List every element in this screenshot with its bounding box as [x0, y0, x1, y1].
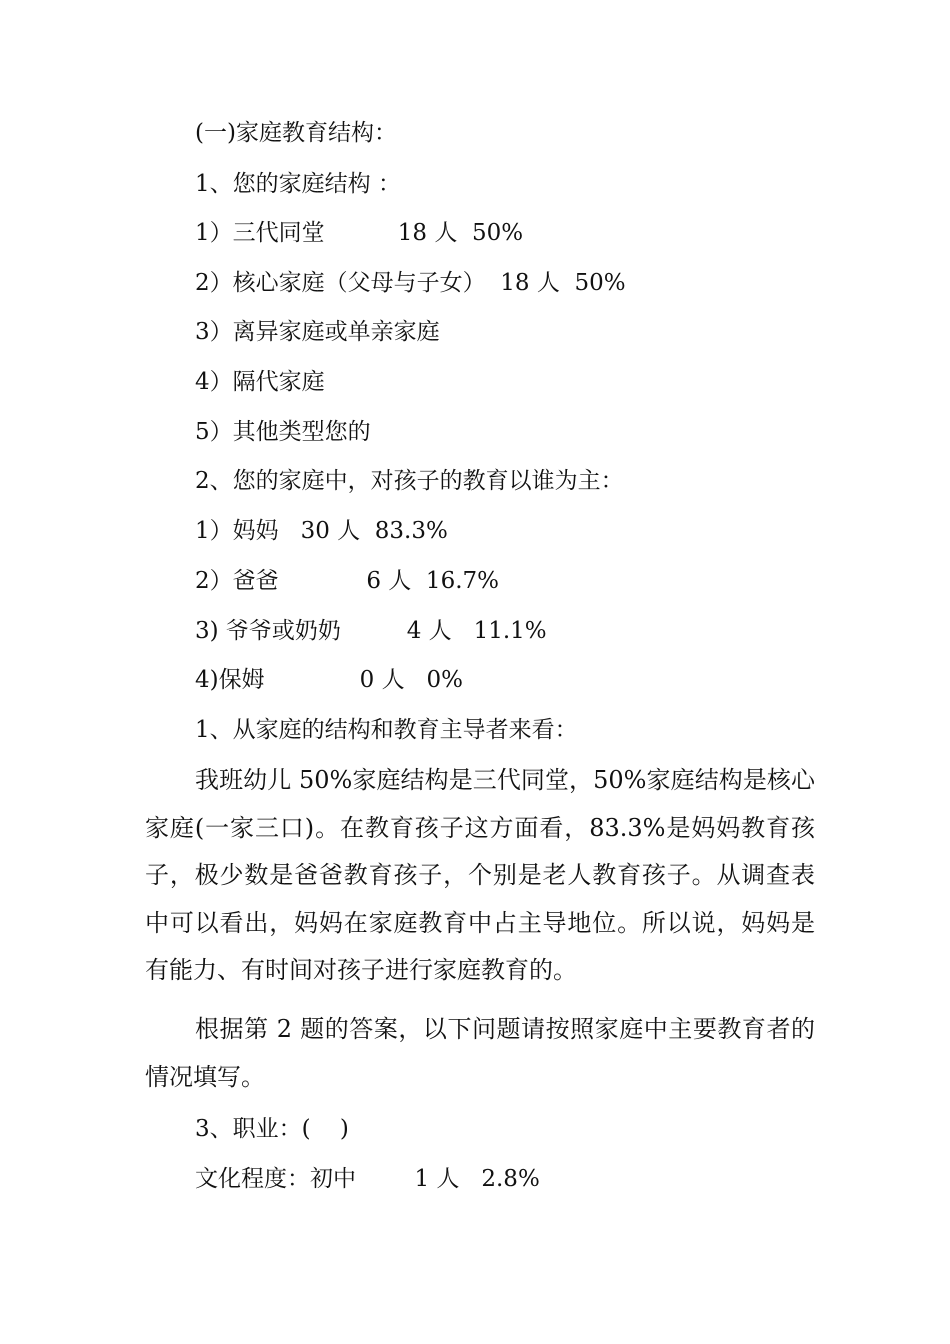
- answer-2-4: 4)保姆 0 人 0%: [195, 667, 464, 693]
- question-3: 3、职业：( ): [195, 1116, 349, 1142]
- analysis-paragraph: 我班幼儿 50%家庭结构是三代同堂，50%家庭结构是核心家庭(一家三口)。在教育孩子这方面看，83.3%是妈妈教育孩子，极少数是爸爸教育孩子，个别是老人教育孩子。从调查表中可以看出，妈妈在家庭教育中占主导地位。所以说，妈妈是有能力、有时间对孩子进行家庭教育的。: [145, 766, 815, 984]
- answer-2-2: 2）爸爸 6 人 16.7%: [195, 568, 499, 594]
- answer-1-4: 4）隔代家庭: [195, 369, 325, 395]
- analysis-heading: 1、从家庭的结构和教育主导者来看：: [195, 717, 578, 743]
- answer-1-3: 3）离异家庭或单亲家庭: [195, 319, 440, 345]
- answer-1-5: 5）其他类型您的: [195, 419, 371, 445]
- answer-2-1: 1）妈妈 30 人 83.3%: [195, 518, 448, 544]
- section-heading: (一)家庭教育结构：: [195, 120, 397, 146]
- instruction-paragraph: 根据第 2 题的答案，以下问题请按照家庭中主要教育者的情况填写。: [145, 1015, 815, 1091]
- answer-1-1: 1）三代同堂 18 人 50%: [195, 220, 524, 246]
- question-1: 1、您的家庭结构 ：: [195, 171, 401, 197]
- education-level-line: 文化程度：初中 1 人 2.8%: [195, 1166, 540, 1192]
- answer-1-2: 2）核心家庭（父母与子女） 18 人 50%: [195, 270, 626, 296]
- answer-2-3: 3) 爷爷或奶奶 4 人 11.1%: [195, 618, 547, 644]
- question-2: 2、您的家庭中，对孩子的教育以谁为主：: [195, 468, 624, 494]
